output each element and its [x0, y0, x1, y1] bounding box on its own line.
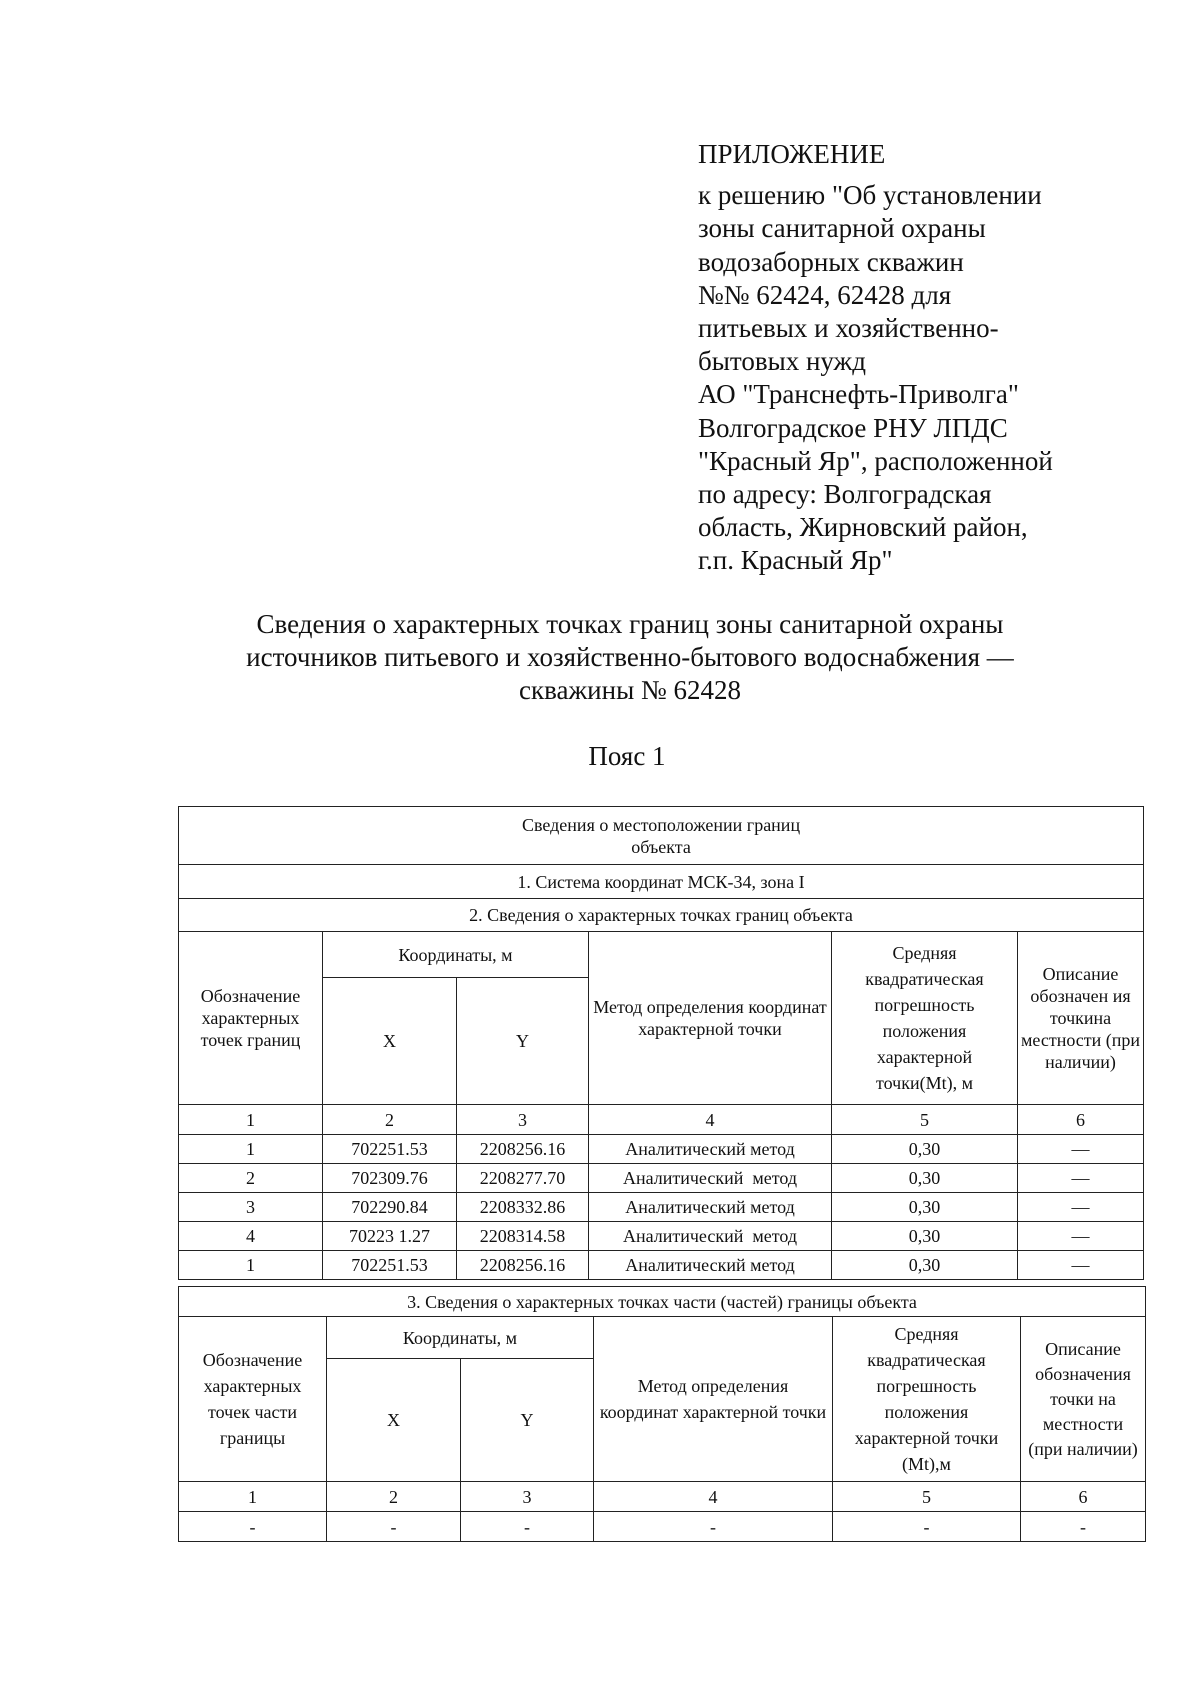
cell-method: Аналитический метод [589, 1222, 832, 1251]
header-error: Средняя квадратическая погрешность положения характерной точки (Mt),м [833, 1317, 1021, 1482]
cell-x: 702251.53 [323, 1251, 457, 1280]
appendix-line: №№ 62424, 62428 для [698, 279, 952, 310]
table-row [179, 1164, 1144, 1193]
cell-method: Аналитический метод [589, 1193, 832, 1222]
column-number: 3 [457, 1105, 589, 1135]
document-heading [150, 608, 1110, 707]
header-row [179, 932, 1144, 978]
cell-description: — [1018, 1193, 1144, 1222]
cell-description: — [1018, 1135, 1144, 1164]
belt-title: Пояс 1 [588, 741, 666, 771]
header-error: Средняя квадратическая погрешность положения характерной точки(Mt), м [832, 932, 1018, 1105]
heading-line: Сведения о характерных точках границ зоны санитарной охраны [256, 609, 1004, 639]
table-row [179, 1512, 1146, 1542]
cell-method: Аналитический метод [589, 1164, 832, 1193]
cell-y: 2208277.70 [457, 1164, 589, 1193]
column-number: 2 [327, 1482, 461, 1512]
cell-description: — [1018, 1222, 1144, 1251]
cell-y: 2208256.16 [457, 1135, 589, 1164]
column-number: 6 [1021, 1482, 1146, 1512]
cell-error: 0,30 [832, 1135, 1018, 1164]
appendix-line: г.п. Красный Яр" [698, 545, 893, 576]
cell-x: 702290.84 [323, 1193, 457, 1222]
section-boundary-points: 2. Сведения о характерных точках границ объекта [179, 899, 1144, 932]
column-number: 4 [594, 1482, 833, 1512]
cell-y: - [461, 1512, 594, 1542]
appendix-line: АО "Транснефть-Приволга" [698, 379, 1019, 410]
section-row [179, 865, 1144, 899]
header-method: Метод определения координат характерной точки [594, 1317, 833, 1482]
cell-method: Аналитический метод [589, 1251, 832, 1280]
table-title-row [179, 807, 1144, 865]
table-title-line: объекта [631, 836, 691, 857]
header-x: X [327, 1359, 461, 1482]
cell-method: Аналитический метод [589, 1135, 832, 1164]
heading-line: источников питьевого и хозяйственно-бытового водоснабжения — [246, 642, 1014, 672]
cell-description: — [1018, 1251, 1144, 1280]
cell-point: - [179, 1512, 327, 1542]
boundary-points-table [178, 806, 1144, 1280]
column-numbers-row [179, 1105, 1144, 1135]
section-boundary-part-points: 3. Сведения о характерных точках части (частей) границы объекта [179, 1287, 1146, 1317]
cell-point: 3 [179, 1193, 323, 1222]
cell-x: - [327, 1512, 461, 1542]
column-numbers-row [179, 1482, 1146, 1512]
header-coords: Координаты, м [323, 932, 589, 978]
cell-point: 1 [179, 1251, 323, 1280]
appendix-line: "Красный Яр", расположенной [698, 445, 1053, 476]
appendix-block [698, 138, 1118, 578]
appendix-line: к решению "Об установлении [698, 180, 1042, 211]
cell-point: 4 [179, 1222, 323, 1251]
section-row [179, 899, 1144, 932]
cell-x: 702309.76 [323, 1164, 457, 1193]
table-row [179, 1222, 1144, 1251]
column-number: 6 [1018, 1105, 1144, 1135]
column-number: 3 [461, 1482, 594, 1512]
column-number: 1 [179, 1105, 323, 1135]
column-number: 5 [832, 1105, 1018, 1135]
table-row [179, 1193, 1144, 1222]
cell-y: 2208332.86 [457, 1193, 589, 1222]
header-description: Описание обозначен ия точкина местности (при наличии) [1018, 932, 1144, 1105]
header-row [179, 1317, 1146, 1359]
cell-description: — [1018, 1164, 1144, 1193]
section-coordinate-system: 1. Система координат МСК-34, зона I [179, 865, 1144, 899]
cell-y: 2208256.16 [457, 1251, 589, 1280]
appendix-line: Волгоградское РНУ ЛПДС [698, 412, 1008, 443]
header-point: Обозначение характерных точек части границы [179, 1317, 327, 1482]
cell-error: 0,30 [832, 1222, 1018, 1251]
table-row [179, 1135, 1144, 1164]
appendix-title: ПРИЛОЖЕНИЕ [698, 139, 886, 169]
cell-error: 0,30 [832, 1164, 1018, 1193]
header-method: Метод определения координат характерной точки [589, 932, 832, 1105]
table-row [179, 1251, 1144, 1280]
appendix-line: по адресу: Волгоградская [698, 479, 992, 510]
appendix-line: питьевых и хозяйственно- [698, 313, 999, 344]
header-y: Y [457, 978, 589, 1105]
cell-description: - [1021, 1512, 1146, 1542]
header-description: Описание обозначения точки на местности (при наличии) [1021, 1317, 1146, 1482]
cell-x: 70223 1.27 [323, 1222, 457, 1251]
column-number: 5 [833, 1482, 1021, 1512]
cell-y: 2208314.58 [457, 1222, 589, 1251]
appendix-line: водозаборных скважин [698, 246, 964, 277]
section-row [179, 1287, 1146, 1317]
table-title [179, 807, 1144, 865]
cell-point: 1 [179, 1135, 323, 1164]
cell-error: 0,30 [832, 1251, 1018, 1280]
cell-method: - [594, 1512, 833, 1542]
cell-error: 0,30 [832, 1193, 1018, 1222]
cell-x: 702251.53 [323, 1135, 457, 1164]
header-y: Y [461, 1359, 594, 1482]
heading-line: скважины № 62428 [519, 675, 741, 705]
header-x: X [323, 978, 457, 1105]
table-title-line: Сведения о местоположении границ [522, 814, 801, 835]
cell-point: 2 [179, 1164, 323, 1193]
appendix-line: бытовых нужд [698, 346, 866, 377]
column-number: 4 [589, 1105, 832, 1135]
header-point: Обозначение характерных точек границ [179, 932, 323, 1105]
boundary-part-points-table [178, 1286, 1146, 1542]
header-coords: Координаты, м [327, 1317, 594, 1359]
cell-error: - [833, 1512, 1021, 1542]
appendix-line: зоны санитарной охраны [698, 213, 986, 244]
column-number: 1 [179, 1482, 327, 1512]
appendix-line: область, Жирновский район, [698, 512, 1028, 543]
column-number: 2 [323, 1105, 457, 1135]
